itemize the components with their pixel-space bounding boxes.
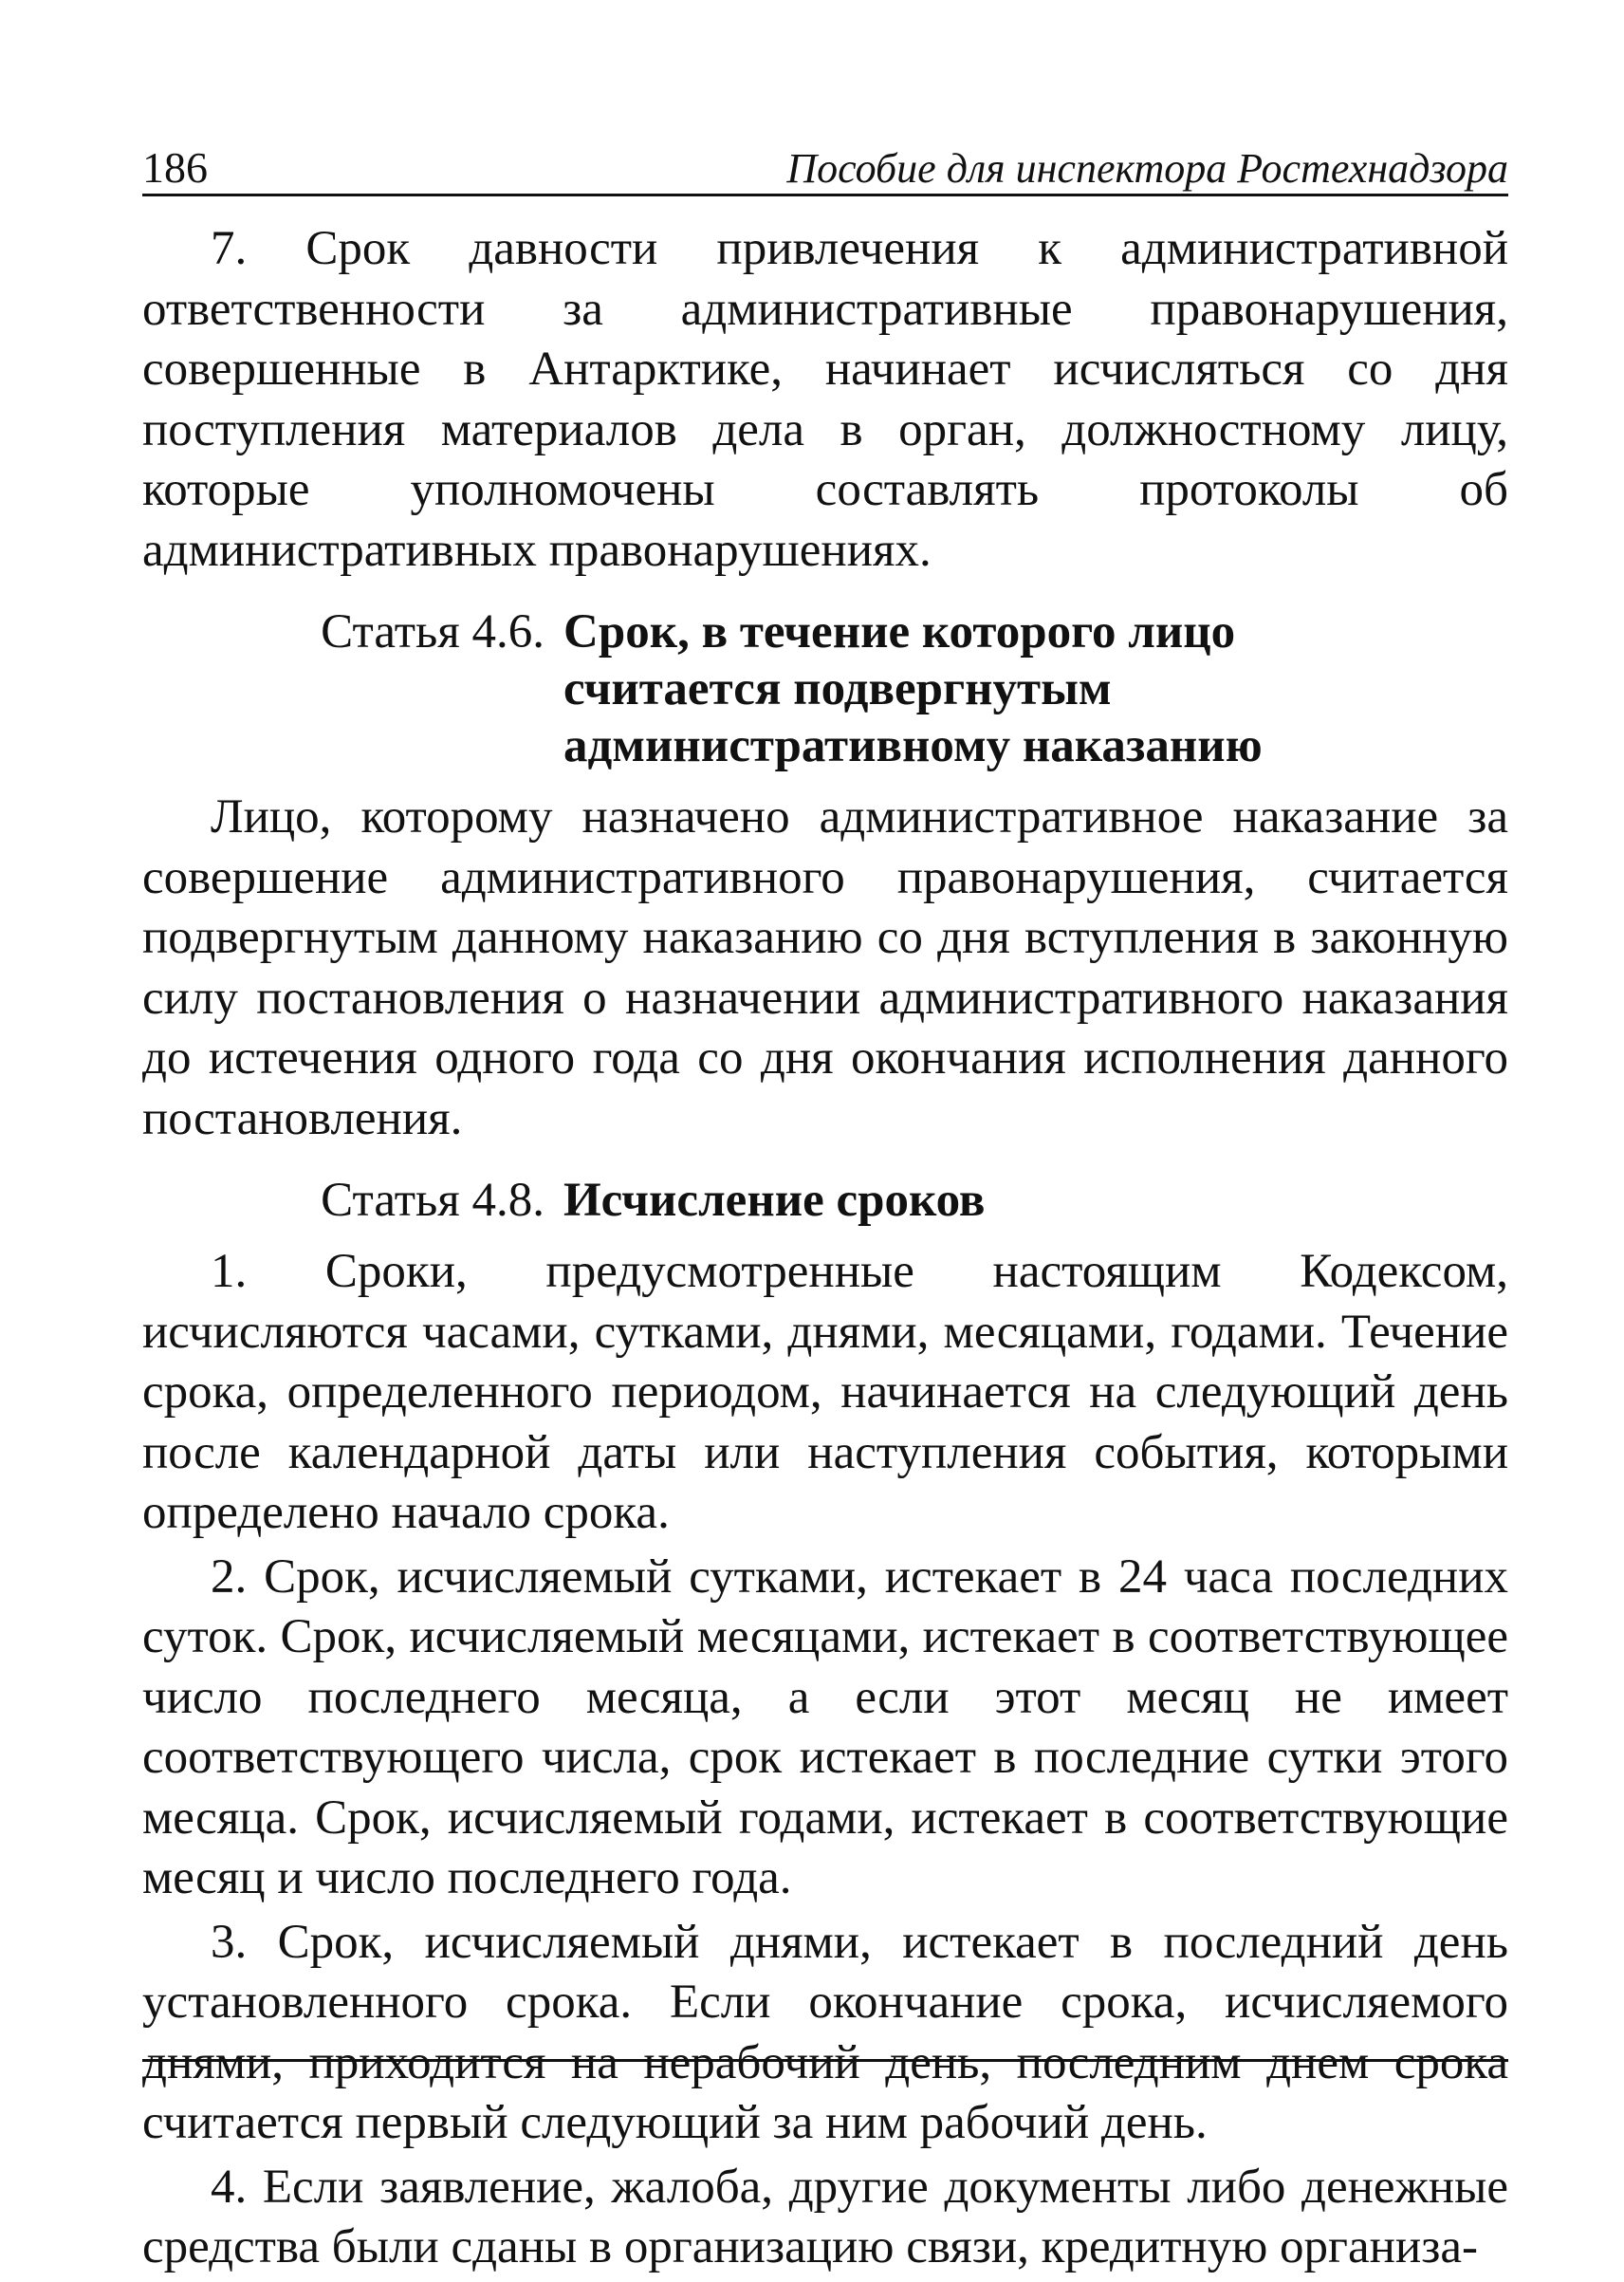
page-content [142, 219, 1508, 2278]
paragraph-intro: 7. Срок давности привлечения к административной ответственности за административные правонарушения, совершенные в Антарктике, начинает исчисляться со дня поступления материалов дела в орган, должностному лицу, которые уполномочены составлять протоколы об административных правонарушениях. [142, 222, 1508, 577]
book-page [142, 133, 1508, 2282]
article-label: Статья 4.8. [321, 1174, 544, 1227]
article-label: Статья 4.6. [321, 605, 544, 659]
paragraph-article-4-8-item-2: 2. Срок, исчисляемый сутками, истекает в 24 часа последних суток. Срок, исчисляемый месяцами, истекает в соответствующее число последнего месяца, а если этот месяц не имеет соответствующего числа, срок истекает в последние сутки этого месяца. Срок, исчисляемый годами, истекает в соответствующие месяц и число последнего года. [142, 1549, 1508, 1904]
paragraph-article-4-6: Лицо, которому назначено административное наказание за совершение административного правонарушения, считается подвергнутым данному наказанию со дня вступления в законную силу постановления о назначении административного наказания до истечения одного года со дня окончания исполнения данного постановления. [142, 790, 1508, 1145]
paragraph-article-4-8-item-4: 4. Если заявление, жалоба, другие документы либо денежные средства были сданы в организацию связи, кредитную организа- [142, 2160, 1508, 2273]
running-title: Пособие для инспектора Ростехнадзора [786, 145, 1508, 192]
article-title: Исчисление сроков [563, 1174, 986, 1227]
paragraph-article-4-8-item-3: 3. Срок, исчисляемый днями, истекает в последний день установленного срока. Если окончание срока, исчисляемого днями, приходится на нерабочий день, последним днем срока считается первый следующий за ним рабочий день. [142, 1915, 1508, 2149]
footer-rule [142, 2059, 1508, 2062]
page-number: 186 [142, 143, 208, 192]
article-title: Срок, в течение которого лицо считается подвергнутым административному наказанию [563, 605, 1263, 772]
article-heading-4-6 [142, 603, 1508, 774]
paragraph-article-4-8-item-1: 1. Сроки, предусмотренные настоящим Кодексом, исчисляются часами, сутками, днями, месяцами, годами. Течение срока, определенного периодом, начинается на следующий день после календарной даты или наступления события, которыми определено начало срока. [142, 1245, 1508, 1539]
article-heading-4-8 [142, 1172, 1508, 1229]
page-header [142, 133, 1508, 196]
